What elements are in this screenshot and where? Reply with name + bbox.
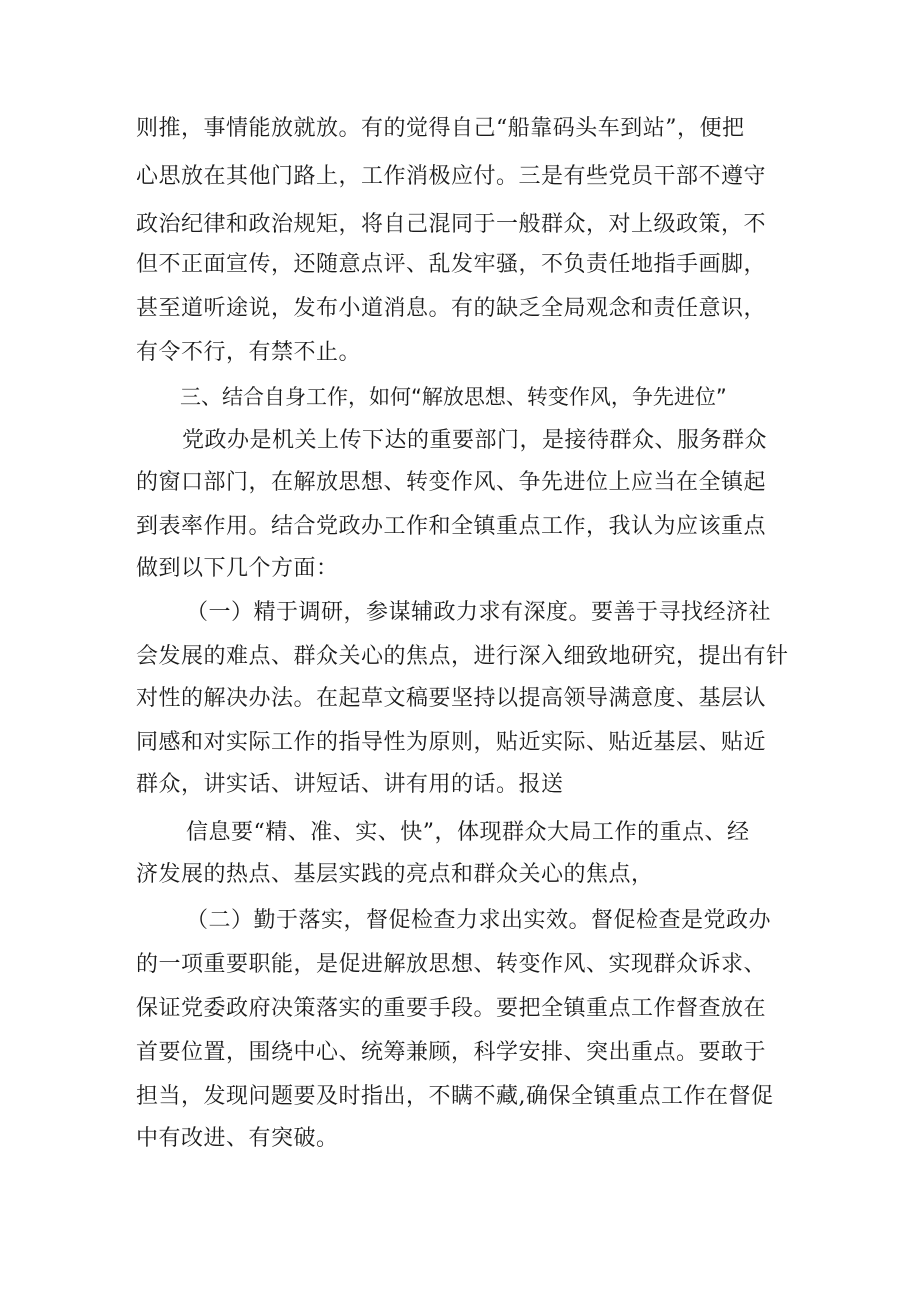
paragraph-2-line-4: 做到以下几个方面： [136,556,339,581]
paragraph-5-line-3: 保证党委政府决策落实的重要手段。要把全镇重点工作督查放在 [136,996,767,1021]
paragraph-1-line-4: 但不正面宣传，还随意点评、乱发牢骚，不负责任地指手画脚， [136,252,767,277]
paragraph-2-line-2: 的窗口部门，在解放思想、转变作风、争先进位上应当在全镇起 [136,470,767,495]
section-heading: 三、结合自身工作，如何“解放思想、转变作风，争先进位” [180,385,727,409]
paragraph-5-line-6: 中有改进、有突破。 [136,1126,339,1151]
paragraph-3-line-3: 对性的解决办法。在起草文稿要坚持以提高领导满意度、基层认 [136,686,767,711]
paragraph-5-line-5: 担当，发现问题要及时指出，不瞒不藏,确保全镇重点工作在督促 [136,1084,774,1109]
paragraph-3-line-5: 群众，讲实话、讲短话、讲有用的话。报送 [136,772,564,797]
paragraph-5-line-1: （二）勤于落实，督促检查力求出实效。督促检查是党政办 [186,908,772,933]
paragraph-1-line-6: 有令不行，有禁不止。 [136,340,362,365]
paragraph-2-line-3: 到表率作用。结合党政办工作和全镇重点工作，我认为应该重点 [136,514,767,539]
paragraph-5-line-2: 的一项重要职能，是促进解放思想、转变作风、实现群众诉求、 [136,952,767,977]
paragraph-3-line-1: （一）精于调研，参谋辅政力求有深度。要善于寻找经济社 [186,600,772,625]
paragraph-4-line-2: 济发展的热点、基层实践的亮点和群众关心的焦点， [136,862,654,887]
paragraph-3-line-2: 会发展的难点、群众关心的焦点，进行深入细致地研究，提出有针 [136,644,789,669]
paragraph-5-line-4: 首要位置，围绕中心、统筹兼顾，科学安排、突出重点。要敢于 [136,1040,767,1065]
paragraph-3-line-4: 同感和对实际工作的指导性为原则，贴近实际、贴近基层、贴近 [136,730,767,755]
paragraph-1-line-5: 甚至道听途说，发布小道消息。有的缺乏全局观念和责任意识， [136,296,767,321]
paragraph-4-line-1: 信息要“精、准、实、快”，体现群众大局工作的重点、经 [186,820,750,845]
paragraph-1-line-2: 心思放在其他门路上，工作消极应付。三是有些党员干部不遵守 [136,164,767,189]
paragraph-1-line-3: 政治纪律和政治规矩，将自己混同于一般群众，对上级政策，不 [136,212,767,237]
paragraph-1-line-1: 则推，事情能放就放。有的觉得自己“船靠码头车到站”，便把 [136,116,745,141]
paragraph-2-line-1: 党政办是机关上传下达的重要部门，是接待群众、服务群众 [182,428,768,453]
